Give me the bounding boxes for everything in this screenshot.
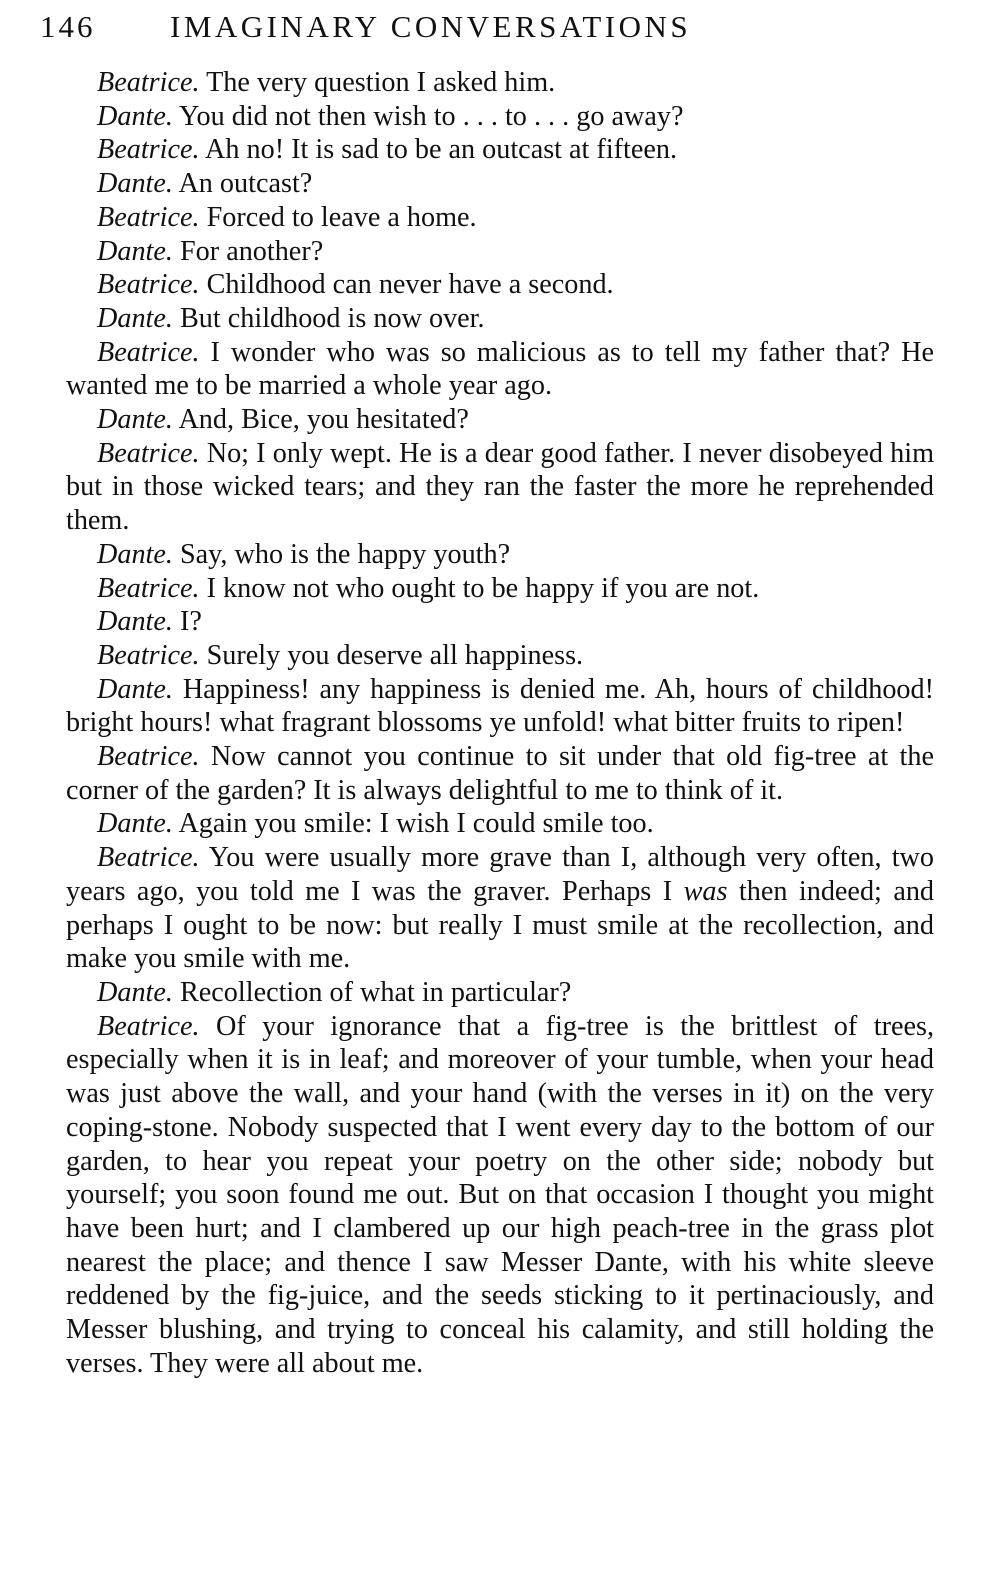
speech-paragraph	[66, 302, 934, 336]
speaker-name: Beatrice.	[97, 134, 200, 166]
speech-text: Now cannot you continue to sit under that old fig-tree at the corner of the garden? It is always delightful to me to think of it.	[66, 741, 934, 806]
speech-text: Surely you deserve all happiness.	[206, 639, 584, 671]
speech-paragraph	[66, 639, 934, 673]
speaker-name: Beatrice.	[97, 336, 200, 368]
speech-text: I?	[179, 606, 202, 638]
speech-text: I wonder who was so malicious as to tell my father that? He wanted me to be married a whole year ago.	[66, 336, 935, 402]
speech-paragraph	[66, 807, 934, 841]
speech-paragraph	[66, 336, 934, 403]
dialogue-text	[66, 66, 934, 1380]
speaker-name: Beatrice.	[97, 67, 200, 98]
speech-paragraph	[66, 235, 934, 269]
speaker-name: Dante.	[97, 235, 173, 267]
speech-text: Forced to leave a home.	[206, 201, 477, 233]
speech-paragraph	[66, 605, 934, 639]
speaker-name: Beatrice.	[97, 269, 200, 301]
speech-paragraph	[66, 976, 934, 1010]
speech-paragraph	[66, 538, 934, 572]
page-number: 146	[40, 9, 96, 44]
speech-paragraph	[66, 740, 934, 807]
speaker-name: Dante.	[97, 673, 173, 705]
speech-text: But childhood is now over.	[179, 302, 485, 334]
speech-text: You were usually more grave than I, although very often, two years ago, you told me I was the graver. Perhaps I	[66, 842, 934, 907]
speaker-name: Dante.	[97, 100, 173, 132]
speech-paragraph	[66, 841, 934, 976]
speaker-name: Beatrice.	[97, 437, 200, 469]
speech-text: Happiness! any happiness is denied me. Ah, hours of childhood! bright hours! what fragrant blossoms ye unfold! what bitter fruits to ripen!	[66, 673, 934, 739]
speech-text: Of your ignorance that a fig-tree is the brittlest of trees, especially when it is in leaf; and moreover of your tumble, when your head was just above the wall, and your hand (with the verses in it) on the very coping-stone. Nobody suspected that I went every day to the bottom of our garden, to hear you repeat your poetry on the other side; nobody but yourself; you soon found me out. But on that occasion I thought you might have been hurt; and I clambered up our high peach-tree in the grass plot nearest the place; and thence I saw Messer Dante, with his white sleeve reddened by the fig-juice, and the seeds sticking to it pertinaciously, and Messer blushing, and trying to conceal his calamity, and still holding the verses. They were all about me.	[66, 1010, 934, 1379]
speech-paragraph	[66, 437, 934, 538]
speech-text: No; I only wept. He is a dear good father. I never disobeyed him but in those wicked tears; and they ran the faster the more he reprehended them.	[66, 437, 935, 537]
speech-text: I know not who ought to be happy if you are not.	[206, 572, 760, 604]
speaker-name: Dante.	[97, 168, 173, 200]
speech-paragraph	[66, 403, 934, 437]
speech-text: Recollection of what in particular?	[179, 976, 572, 1008]
speech-text: then indeed; and perhaps I ought to be now: but really I must smile at the recollection, and make you smile with me.	[66, 875, 935, 975]
speech-text: The very question I asked him.	[206, 67, 556, 98]
speech-text: For another?	[179, 235, 324, 267]
speaker-name: Dante.	[97, 538, 173, 570]
speech-text: Again you smile: I wish I could smile too.	[178, 808, 654, 840]
speech-paragraph	[66, 1010, 934, 1381]
speaker-name: Dante.	[97, 404, 173, 436]
speech-text: Say, who is the happy youth?	[179, 538, 511, 570]
speech-text: An outcast?	[178, 168, 313, 200]
speech-text: You did not then wish to . . . to . . . go away?	[178, 100, 684, 132]
speech-paragraph	[66, 572, 934, 606]
speaker-name: Beatrice.	[97, 201, 200, 233]
emphasized-word: was	[683, 875, 728, 907]
speech-paragraph	[66, 673, 934, 740]
speaker-name: Beatrice.	[97, 1010, 200, 1042]
speech-text: And, Bice, you hesitated?	[178, 404, 469, 436]
speaker-name: Beatrice.	[97, 639, 200, 671]
speech-paragraph	[66, 167, 934, 201]
speech-paragraph	[66, 66, 934, 100]
speech-paragraph	[66, 201, 934, 235]
speaker-name: Dante.	[97, 302, 173, 334]
speaker-name: Dante.	[97, 808, 173, 840]
speaker-name: Beatrice.	[97, 741, 200, 773]
speech-paragraph	[66, 100, 934, 134]
speaker-name: Dante.	[97, 976, 173, 1008]
speaker-name: Dante.	[97, 606, 173, 638]
speech-text: Ah no! It is sad to be an outcast at fifteen.	[205, 134, 678, 166]
speech-text: Childhood can never have a second.	[206, 269, 614, 301]
speech-paragraph	[66, 268, 934, 302]
running-head	[40, 4, 960, 50]
speaker-name: Beatrice.	[97, 842, 200, 874]
book-title: IMAGINARY CONVERSATIONS	[170, 9, 692, 44]
speech-paragraph	[66, 133, 934, 167]
speaker-name: Beatrice.	[97, 572, 200, 604]
